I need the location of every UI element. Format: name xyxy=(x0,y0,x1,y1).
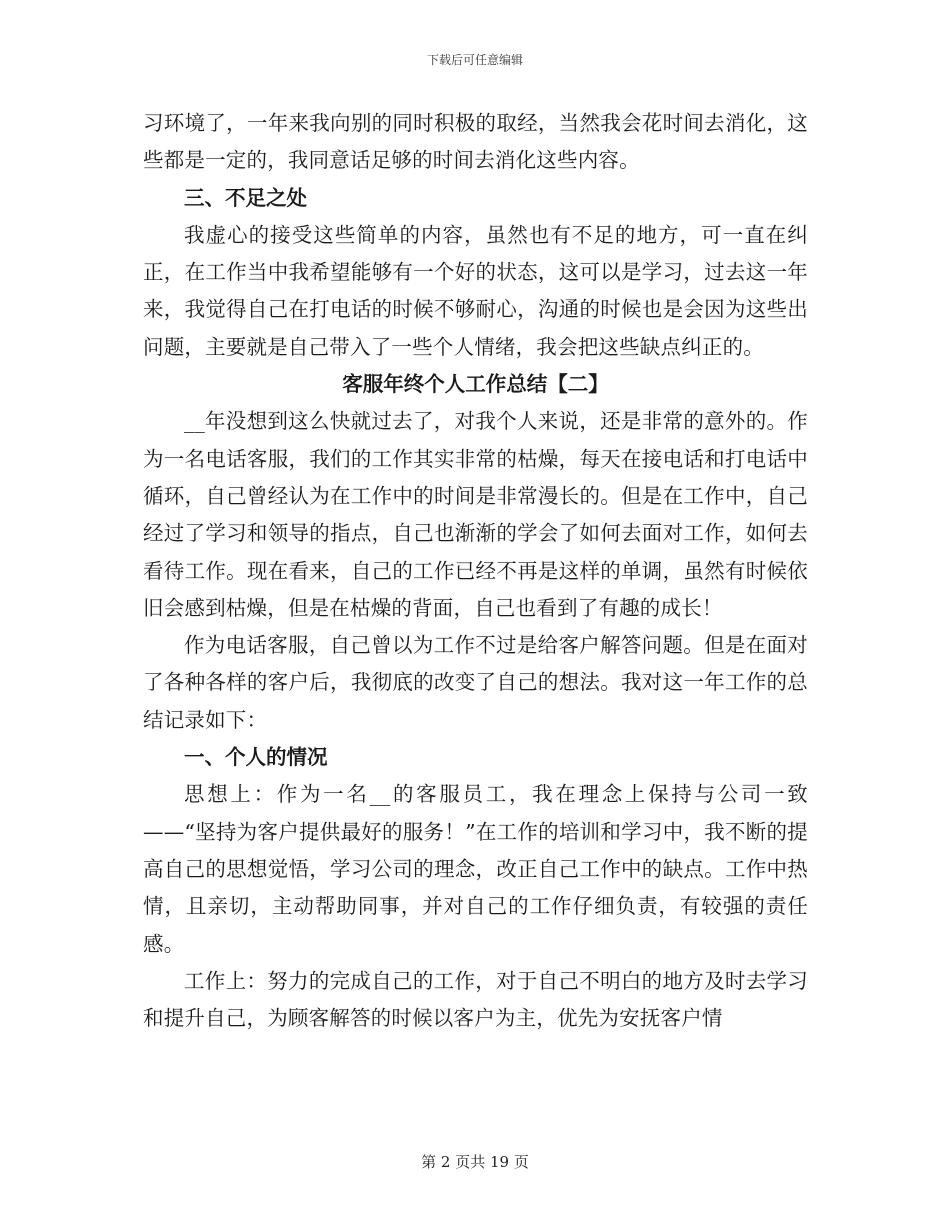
paragraph-continued: 习环境了，一年来我向别的同时积极的取经，当然我会花时间去消化，这些都是一定的，我同意话足够的时间去消化这些内容。 xyxy=(143,111,808,173)
paragraph-intro: __年没想到这么快就过去了，对我个人来说，还是非常的意外的。作为一名电话客服，我们的工作其实非常的枯燥，每天在接电话和打电话中循环，自己曾经认为在工作中的时间是非常漫长的。但是在工作中，自己经过了学习和领导的指点，自己也渐渐的学会了如何去面对工作，如何去看待工作。现在看来，自己的工作已经不再是这样的单调，虽然有时候依旧会感到枯燥，但是在枯燥的背面，自己也看到了有趣的成长！ xyxy=(143,409,808,620)
page-footer: 第 2 页共 19 页 xyxy=(421,1153,529,1171)
page-header: 下载后可任意编辑 xyxy=(426,53,523,67)
paragraph-work: 工作上：努力的完成自己的工作，对于自己不明白的地方及时去学习和提升自己，为顾客解答的时候以客户为主，优先为安抚客户情 xyxy=(143,968,808,1031)
paragraph-shortcomings: 我虚心的接受这些简单的内容，虽然也有不足的地方，可一直在纠正，在工作当中我希望能够有一个好的状态，这可以是学习，过去这一年来，我觉得自己在打电话的时候不够耐心，沟通的时候也是会因为这些出问题，主要就是自己带入了一些个人情绪，我会把这些缺点纠正的。 xyxy=(143,222,808,359)
section-title: 客服年终个人工作总结【二】 xyxy=(342,372,609,397)
heading-shortcomings: 三、不足之处 xyxy=(184,185,307,210)
heading-personal: 一、个人的情况 xyxy=(184,745,328,770)
paragraph-summary: 作为电话客服，自己曾以为工作不过是给客户解答问题。但是在面对了各种各样的客户后，我彻底的改变了自己的想法。我对这一年工作的总结记录如下： xyxy=(143,633,808,732)
document-body xyxy=(143,105,808,1037)
paragraph-thought: 思想上：作为一名__的客服员工，我在理念上保持与公司一致——“坚持为客户提供最好的服务！”在工作的培训和学习中，我不断的提高自己的思想觉悟，学习公司的理念，改正自己工作中的缺点。工作中热情，且亲切，主动帮助同事，并对自己的工作仔细负责，有较强的责任感。 xyxy=(143,782,808,956)
